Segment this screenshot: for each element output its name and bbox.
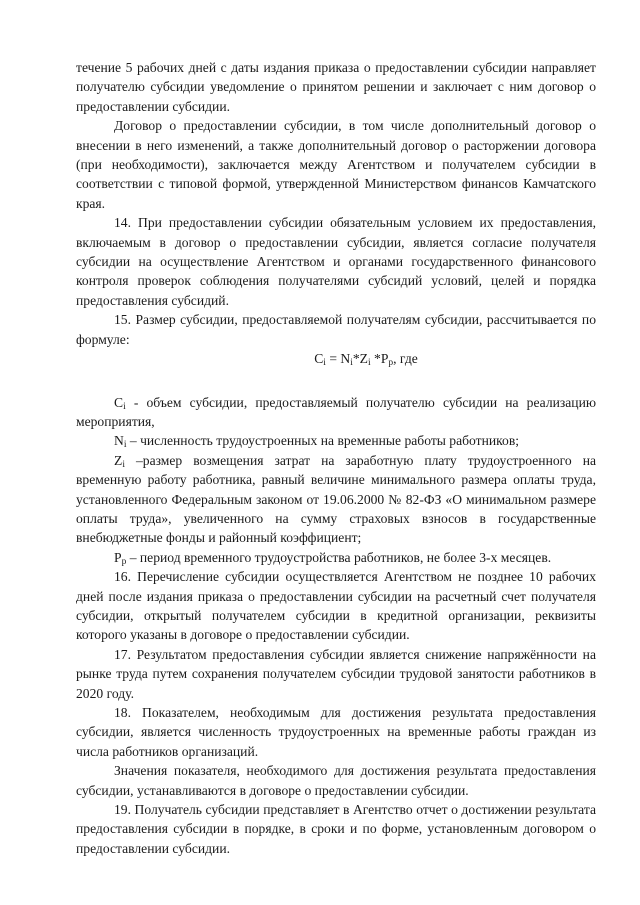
paragraph-14: 14. При предоставлении субсидии обязательным условием их предоставления, включаемым в договор о предоставлении субсидии, является согласие получателя субсидии на осуществление Агентством и органами государственного финансового контроля проверок соблюдения получателями субсидий условий, целей и порядка предоставления субсидий. (76, 215, 596, 308)
definition-ci (76, 393, 596, 432)
paragraph-19: 19. Получатель субсидии представляет в Агентство отчет о достижении результата предоставления субсидии в порядке, в сроки и по форме, установленным договором о предоставлении субсидии. (76, 802, 596, 856)
definition-pp-text: – период временного трудоустройства работников, не более 3-х месяцев. (126, 549, 552, 565)
paragraph-notification: течение 5 рабочих дней с даты издания приказа о предоставлении субсидии направляет получателю субсидии уведомление о принятом решении и заключает с ним договор о предоставлении субсидии. (76, 60, 596, 114)
formula-n-sub: i (350, 358, 353, 369)
formula-p: P (380, 351, 389, 367)
formula-z-sub: i (367, 358, 371, 369)
formula-c: C (314, 351, 324, 367)
formula-z: Z (359, 351, 368, 367)
symbol-c: C (114, 394, 124, 410)
definition-ni-text: – численность трудоустроенных на временные работы работников; (126, 433, 520, 449)
formula-eq: = (325, 351, 341, 367)
symbol-p-sub: p (121, 556, 127, 567)
formula (76, 349, 596, 368)
paragraph-agreement: Договор о предоставлении субсидии, в том числе дополнительный договор о внесении в него изменений, а также дополнительный договор о расторжении договора (при необходимости), заключается между Агентством и получателем субсидии в соответствии с типовой формой, утвержденной Министерством финансов Камчатского края. (76, 118, 596, 211)
definition-zi (76, 451, 596, 548)
symbol-n-sub: i (123, 440, 127, 451)
paragraph-17: 17. Результатом предоставления субсидии является снижение напряжённости на рынке труда путем сохранения получателем субсидии трудовой занятости работников в 2020 году. (76, 646, 596, 701)
formula-star-2: * (370, 351, 381, 367)
definition-pp (76, 548, 596, 567)
paragraph-18: 18. Показателем, необходимым для достижения результата предоставления субсидии, является численность трудоустроенных на временные работы граждан из числа работников организаций. (76, 705, 596, 759)
symbol-z-sub: i (122, 459, 125, 470)
formula-tail: , где (393, 351, 418, 367)
formula-p-sub: p (388, 358, 394, 369)
symbol-c-sub: i (123, 401, 126, 412)
definition-ni (76, 431, 596, 450)
formula-star-1: * (352, 351, 360, 367)
paragraph-15: 15. Размер субсидии, предоставляемой получателям субсидии, рассчитывается по формуле: (76, 312, 596, 347)
formula-c-sub: i (323, 358, 326, 369)
definition-ci-text: - объем субсидии, предоставляемый получателю субсидии на реализацию мероприятия, (76, 394, 596, 429)
paragraph-16: 16. Перечисление субсидии осуществляется Агентством не позднее 10 рабочих дней после издания приказа о предоставлении субсидии на расчетный счет получателя субсидии, открытый получателем субсидии в кредитной организации, реквизиты которого указаны в договоре о предоставлении субсидии. (76, 569, 596, 643)
paragraph-indicator-values: Значения показателя, необходимого для достижения результата предоставления субсидии, устанавливаются в договоре о предоставлении субсидии. (76, 763, 596, 798)
definition-zi-text: –размер возмещения затрат на заработную плату трудоустроенного на временную работу работника, равный величине минимального размера оплаты труда, установленного Федеральным законом от 19.06.2000 № 82-ФЗ «О минимальном размере оплаты труда», увеличенного на сумму страховых взносов в государственные внебюджетные фонды и районный коэффициент; (76, 452, 596, 546)
symbol-z: Z (114, 452, 123, 468)
symbol-p: P (114, 549, 122, 565)
formula-n: N (340, 351, 351, 367)
symbol-n: N (114, 433, 124, 449)
document-page (76, 58, 596, 858)
